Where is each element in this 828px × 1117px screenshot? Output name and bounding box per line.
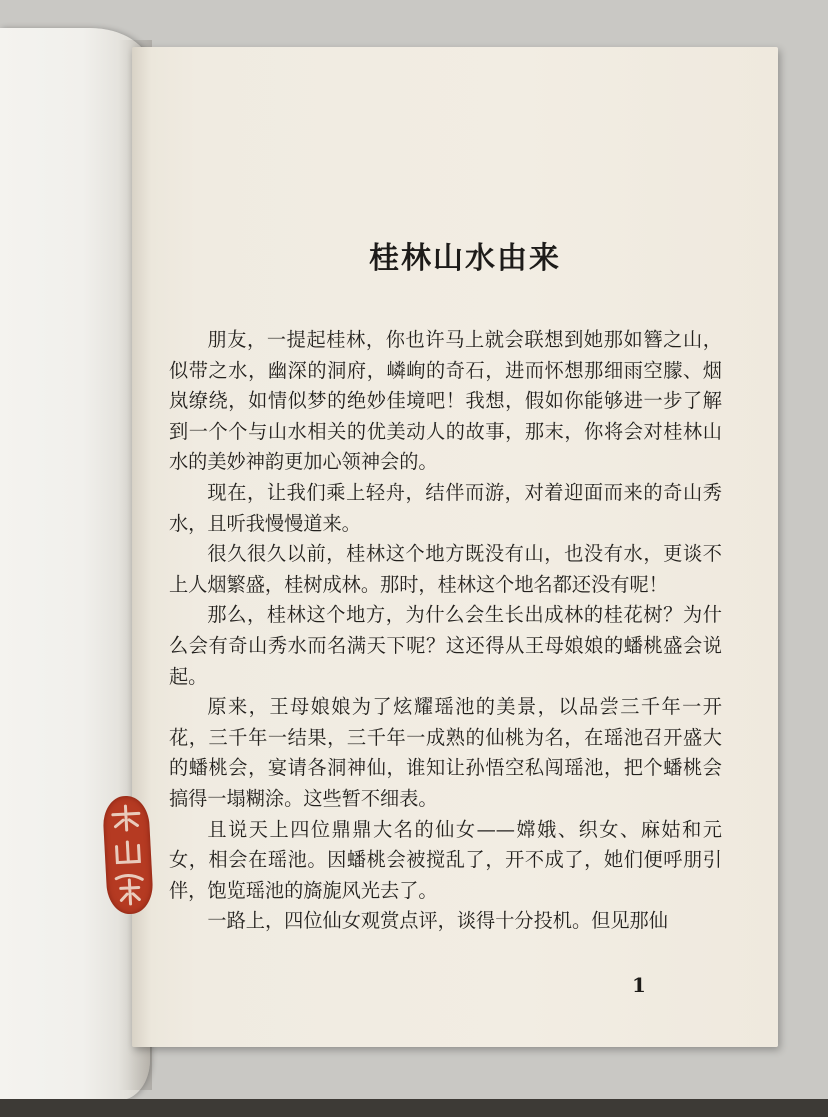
paragraph: 现在，让我们乘上轻舟，结伴而游，对着迎面而来的奇山秀水，且听我慢慢道来。 bbox=[169, 480, 722, 535]
body-text bbox=[169, 325, 722, 937]
paragraph: 且说天上四位鼎鼎大名的仙女——嫦娥、织女、麻姑和元女，相会在瑶池。因蟠桃会被搅乱了，开不成了，她们便呼朋引伴，饱览瑶池的旖旎风光去了。 bbox=[169, 817, 722, 902]
background-edge bbox=[0, 1099, 828, 1117]
paragraph: 很久很久以前，桂林这个地方既没有山，也没有水，更谈不上人烟繁盛，桂树成林。那时，桂林这个地名都还没有呢！ bbox=[169, 542, 722, 596]
paragraph: 原来，王母娘娘为了炫耀瑶池的美景，以品尝三千年一开花，三千年一结果，三千年一成熟的仙桃为名，在瑶池召开盛大的蟠桃会，宴请各洞神仙，谁知让孙悟空私闯瑶池，把个蟠桃会搞得一塌糊涂。这些暂不细表。 bbox=[169, 695, 722, 810]
paragraph: 一路上，四位仙女观赏点评，谈得十分投机。但见那仙 bbox=[207, 909, 668, 933]
paragraph: 朋友，一提起桂林，你也许马上就会联想到她那如簪之山，似带之水，幽深的洞府，嶙峋的奇石，进而怀想那细雨空朦、烟岚缭绕，如情似梦的绝妙佳境吧！我想，假如你能够进一步了解到一个个与山水相关的优美动人的故事，那末，你将会对桂林山水的美妙神韵更加心领神会的。 bbox=[169, 328, 722, 474]
page-number: 1 bbox=[632, 973, 646, 997]
paragraph: 那么，桂林这个地方，为什么会生长出成林的桂花树？为什么会有奇山秀水而名满天下呢？这还得从王母娘娘的蟠桃盛会说起。 bbox=[169, 603, 722, 688]
red-seal-stamp-icon bbox=[102, 795, 154, 915]
right-page bbox=[132, 47, 778, 1047]
page-title: 桂林山水由来 bbox=[369, 241, 561, 276]
